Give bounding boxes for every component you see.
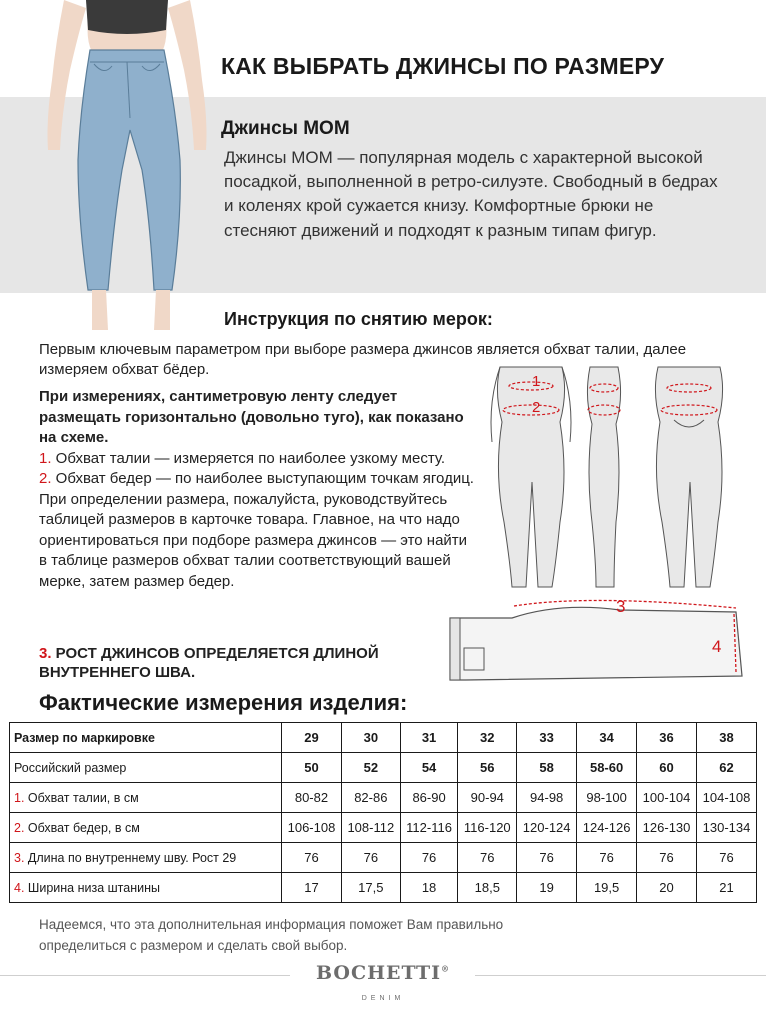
body-front-figure [491, 367, 571, 587]
table-cell: 30 [341, 723, 400, 753]
table-cell: 19,5 [577, 873, 637, 903]
table-row [10, 843, 757, 873]
table-cell: 106-108 [282, 813, 342, 843]
table-row [10, 813, 757, 843]
instructions-column [39, 387, 479, 592]
table-header-row [10, 723, 757, 753]
table-cell: 54 [400, 753, 458, 783]
table-row-label: 2. Обхват бедер, в см [10, 813, 282, 843]
jeans-flat-diagram [440, 596, 750, 686]
diagram-label-1: 1 [532, 373, 541, 390]
table-cell: 76 [697, 843, 757, 873]
inseam-number: 3. [39, 645, 52, 662]
table-cell: 116-120 [458, 813, 517, 843]
table-cell: 90-94 [458, 783, 517, 813]
table-cell: 29 [282, 723, 342, 753]
instructions-intro: Первым ключевым параметром при выборе размера джинсов является обхват талии, далее измеряем обхват бёдер. [39, 341, 687, 378]
page-title: КАК ВЫБРАТЬ ДЖИНСЫ ПО РАЗМЕРУ [221, 53, 665, 79]
table-cell: 126-130 [637, 813, 697, 843]
table-cell: 18,5 [458, 873, 517, 903]
model-right-ankle [154, 290, 170, 330]
model-figure-illustration [30, 0, 230, 340]
table-cell: 17 [282, 873, 342, 903]
table-cell: 112-116 [400, 813, 458, 843]
table-cell: 31 [400, 723, 458, 753]
measurements-title: Фактические измерения изделия: [39, 690, 408, 715]
hips-text: Обхват бедер — по наиболее выступающим точкам ягодиц. [51, 470, 474, 487]
jeans-leg-outline [450, 607, 742, 680]
table-cell: 58-60 [577, 753, 637, 783]
body-back-figure [655, 367, 722, 587]
table-cell: 104-108 [697, 783, 757, 813]
model-top [86, 0, 168, 34]
waist-text: Обхват талии — измеряется по наиболее узкому месту. [51, 449, 446, 467]
table-cell: 94-98 [517, 783, 577, 813]
table-cell: 76 [400, 843, 458, 873]
size-advice: При определении размера, пожалуйста, руководствуйтесь таблицей размеров в карточке товара. Главное, на что надо ориентироваться при подборе размера джинсов — это найти в таблице размеров обхват талии соответствующий вашей мерке, затем размер бедер. [39, 490, 468, 590]
table-cell: 76 [458, 843, 517, 873]
table-cell: 76 [637, 843, 697, 873]
table-cell: 98-100 [577, 783, 637, 813]
hips-number: 2. [39, 470, 52, 487]
waist-instruction [39, 449, 479, 470]
inseam-text: РОСТ ДЖИНСОВ ОПРЕДЕЛЯЕТСЯ ДЛИНОЙ ВНУТРЕННЕГО ШВА. [39, 645, 379, 681]
size-table [9, 722, 757, 903]
model-description: Джинсы MOM — популярная модель с характерной высокой посадкой, выполненной в ретро-силуэте. Свободный в бедрах и коленях крой сужается книзу. Комфортные брюки не стесняют движений и подходят к разным типам фигур. [224, 148, 718, 240]
diagram-label-3: 3 [616, 597, 626, 616]
table-cell: 82-86 [341, 783, 400, 813]
tape-note: При измерениях, сантиметровую ленту следует размещать горизонтально (довольно туго), как показано на схеме. [39, 388, 464, 446]
table-cell: 76 [517, 843, 577, 873]
table-cell: 130-134 [697, 813, 757, 843]
table-cell: 124-126 [577, 813, 637, 843]
table-cell: 20 [637, 873, 697, 903]
table-row [10, 753, 757, 783]
table-header-label: Размер по маркировке [10, 723, 282, 753]
table-row-label: Российский размер [10, 753, 282, 783]
table-cell: 108-112 [341, 813, 400, 843]
model-name: Джинсы MOM [221, 118, 350, 139]
brand-name: BOCHETTI [315, 962, 441, 984]
table-cell: 80-82 [282, 783, 342, 813]
model-left-ankle [92, 290, 108, 330]
table-cell: 38 [697, 723, 757, 753]
hips-instruction [39, 469, 479, 490]
footer-divider-left [0, 975, 290, 976]
body-side-figure [587, 367, 620, 587]
table-cell: 52 [341, 753, 400, 783]
table-row [10, 783, 757, 813]
table-cell: 34 [577, 723, 637, 753]
table-cell: 76 [282, 843, 342, 873]
table-cell: 19 [517, 873, 577, 903]
table-cell: 120-124 [517, 813, 577, 843]
instructions-title: Инструкция по снятию мерок: [224, 309, 493, 329]
table-cell: 60 [637, 753, 697, 783]
table-cell: 100-104 [637, 783, 697, 813]
table-cell: 76 [577, 843, 637, 873]
table-cell: 32 [458, 723, 517, 753]
table-cell: 62 [697, 753, 757, 783]
table-cell: 56 [458, 753, 517, 783]
table-row [10, 873, 757, 903]
table-cell: 21 [697, 873, 757, 903]
table-row-label: 4. Ширина низа штанины [10, 873, 282, 903]
diagram-label-2: 2 [532, 399, 541, 416]
table-cell: 36 [637, 723, 697, 753]
body-measurement-diagram [482, 362, 732, 592]
model-jeans [78, 50, 180, 290]
table-cell: 86-90 [400, 783, 458, 813]
table-cell: 17,5 [341, 873, 400, 903]
brand-logo [300, 962, 466, 984]
footer-note: Надеемся, что эта дополнительная информация поможет Вам правильно определиться с размером и сделать свой выбор. [39, 917, 504, 953]
table-cell: 33 [517, 723, 577, 753]
waist-number: 1. [39, 449, 52, 467]
brand-subtitle: DENIM [361, 995, 405, 1002]
table-row-label: 3. Длина по внутреннему шву. Рост 29 [10, 843, 282, 873]
table-cell: 50 [282, 753, 342, 783]
table-row-label: 1. Обхват талии, в см [10, 783, 282, 813]
table-cell: 76 [341, 843, 400, 873]
inseam-note [39, 644, 479, 682]
footer-divider-right [475, 975, 766, 976]
jeans-waistband [450, 618, 460, 680]
diagram-label-4: 4 [712, 637, 722, 656]
table-cell: 58 [517, 753, 577, 783]
registered-mark: ® [441, 963, 450, 974]
table-cell: 18 [400, 873, 458, 903]
